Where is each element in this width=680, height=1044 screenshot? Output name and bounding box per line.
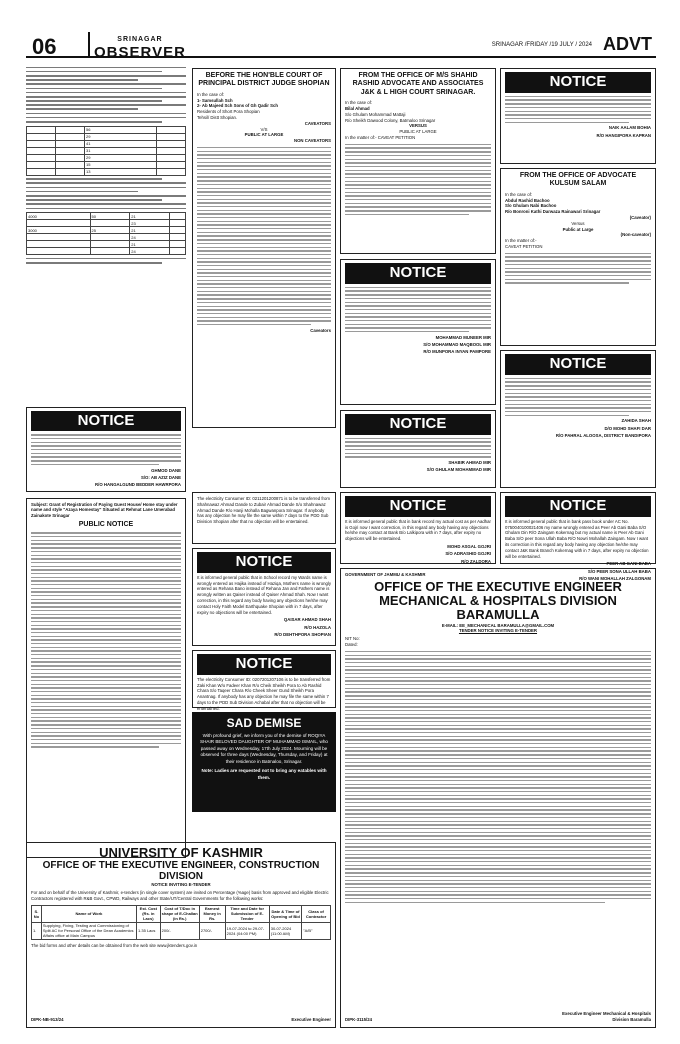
court-notice-shahid bbox=[340, 68, 496, 254]
court2-title: FROM THE OFFICE OF M/S SHAHID RASHID ADVOCATE AND ASSOCIATES J&K & L HIGH COURT SRINAGAR. bbox=[352, 72, 484, 96]
table-cell bbox=[90, 248, 130, 255]
notice-signature-1: ZAHIDA SHAH bbox=[621, 418, 651, 424]
baramulla-tender-title: TENDER NOTICE INVITING E-TENDER bbox=[458, 628, 538, 634]
notice-naik bbox=[500, 68, 656, 164]
table-cell bbox=[27, 154, 56, 161]
demise-note: Note: Ladies are requested not to bring any eatables with them. bbox=[201, 768, 327, 780]
table-row bbox=[27, 227, 186, 234]
court1-footer: Caveators bbox=[310, 327, 331, 333]
table-cell: 50 bbox=[90, 213, 130, 220]
table-cell bbox=[170, 248, 186, 255]
table-cell bbox=[27, 147, 56, 154]
table-cell: 13 bbox=[84, 168, 156, 175]
notice-title: NOTICE bbox=[505, 354, 651, 375]
table-cell: 31 bbox=[84, 147, 156, 154]
notice-peer-baba bbox=[500, 492, 656, 582]
kashmir-intro: For and on behalf of the University of Kashmir, e-tenders (in single cover system) are invited on Percentage (%age) basis from approved and eligible Electric Contractors registered with R&B Govt., CPWD, Railways and other State/UT/Central Governments for the following works: bbox=[31, 890, 329, 901]
court1-title: BEFORE THE HON'BLE COURT OF PRINCIPAL DISTRICT JUDGE SHOPIAN bbox=[198, 72, 330, 88]
table-cell bbox=[156, 140, 185, 147]
table-cell: 24 bbox=[130, 248, 170, 255]
notice-signature-1: NAIK AALAM BOHIA bbox=[608, 125, 651, 131]
notice-munir-mir bbox=[340, 259, 496, 405]
kashmir-title-3: NOTICE INVITING E-TENDER bbox=[151, 882, 211, 888]
table-row bbox=[27, 248, 186, 255]
table-cell: 4000 bbox=[27, 213, 91, 220]
notice-signature-2: R/O HAZOLA bbox=[304, 624, 331, 630]
baramulla-title: OFFICE OF THE EXECUTIVE ENGINEER MECHANICAL & HOSPITALS DIVISION BARAMULLA bbox=[374, 578, 622, 623]
kulsum-matter: In the matter of:- bbox=[505, 238, 537, 244]
table-header-cell: S. No bbox=[32, 905, 42, 922]
table-cell bbox=[170, 220, 186, 227]
table-cell: 24 bbox=[130, 234, 170, 241]
kashmir-dipk: DIPK-NB-913/24 bbox=[31, 1017, 64, 1023]
notice-title: NOTICE bbox=[505, 496, 651, 517]
notice-electricity-2 bbox=[192, 650, 336, 711]
table-header-cell: Time and Date for Submission of E-Tender bbox=[225, 905, 269, 922]
table-cell bbox=[27, 220, 91, 227]
kulsum-party-1: Abdul Rashid Bachoo bbox=[505, 197, 550, 203]
table-header-cell: Est. Cost (Rs. in Lacs) bbox=[137, 905, 161, 922]
notice-text: The electricity Consumer ID: 0211201200871 is to be transferred from Shahnawaz Ahmad Dande to Zubair Ahmad Dande S/o Shahnawaz Ahmad Dande R/o Hanji Mohalla Bagwanpora Srinagar. If anybody has any objection he may file the same within 7 days to the PDD Sub Division Shopian after that no objection will be entertained. bbox=[197, 496, 330, 525]
kashmir-title-2: OFFICE OF THE EXECUTIVE ENGINEER, CONSTRUCTION DIVISION bbox=[42, 860, 320, 883]
page-number: 06 bbox=[32, 34, 57, 59]
court2-versus: VERSUS bbox=[409, 123, 427, 129]
table-cell bbox=[90, 241, 130, 248]
kashmir-tender-table bbox=[31, 905, 331, 940]
kulsum-title: FROM THE OFFICE OF ADVOCATE KULSUM SALAM bbox=[519, 172, 637, 188]
issue-date: SRINAGAR /FRIDAY /19 JULY / 2024 bbox=[491, 42, 592, 48]
notice-title: NOTICE bbox=[31, 411, 181, 432]
section-label: ADVT bbox=[603, 34, 652, 54]
table-cell bbox=[27, 126, 56, 133]
table-row bbox=[27, 133, 186, 140]
table-cell: 19-07-2024 to 29-07-2024 (04:00 PM) bbox=[225, 922, 269, 939]
notice-signature-3: R/O WANI MOHALLAH ZALGONAM bbox=[579, 576, 651, 582]
notice-text: The electricity Consumer ID: 0207201207106 is to be transferred from Zaki Khan W/o Fadeer Khan R/o Cheik Sheikh Pora to Ab Rashid Chara S/o Taqeer Chara R/o Cheek Sheer Gund Sheikh Pora Anantnag. If anybody has any objection he may file the same within 7 days to the PDD Sub Division Achabal after that no objection will be entertained. bbox=[197, 676, 331, 711]
notice-gandai bbox=[26, 407, 186, 492]
notice-electricity-1 bbox=[192, 492, 336, 544]
demise-text: With profound grief, we inform you of the demise of ROQIYA SHAIR BELOVED DAUGHTER OF MUHAMMAD ISMAIL, who passed away on Wednesday, 17th July 2024. Mourning will be observed for three days (Wednesday, Thursday, and Friday) at their residence in Batmaloo, Srinagar. bbox=[200, 733, 328, 764]
table-row bbox=[27, 147, 186, 154]
table-cell bbox=[55, 154, 84, 161]
kulsum-party-3: R/o Bonroni Kathi Darwaza Rainawari Srinagar bbox=[505, 209, 601, 215]
baramulla-dipk: DIPK-3115/24 bbox=[345, 1017, 372, 1023]
reg-title: PUBLIC NOTICE bbox=[78, 521, 134, 528]
table-cell bbox=[55, 147, 84, 154]
table-cell bbox=[156, 154, 185, 161]
table-cell: 21 bbox=[130, 241, 170, 248]
logo-city: SRINAGAR bbox=[117, 36, 163, 43]
table-cell: Supplying, Fixing, Testing and Commissioning of Split AC for Personal Office of the Dean Academics Affairs office at Main Campus bbox=[41, 922, 136, 939]
court1-party-1: 1- Samsullah Sch bbox=[197, 97, 233, 103]
kashmir-title-1: UNIVERSITY OF KASHMIR bbox=[99, 845, 263, 860]
court2-party-3: R/o Sheikh Dawood Colony, Batmaloo Srinagar bbox=[345, 117, 436, 123]
table-cell: 23 bbox=[130, 220, 170, 227]
court-notice-shopian bbox=[192, 68, 336, 428]
table-cell bbox=[55, 133, 84, 140]
table-cell bbox=[27, 241, 91, 248]
kulsum-non-caveator: (Non-caveator) bbox=[620, 232, 651, 238]
notice-text: It is informed general public that in bank pass book under AC No. 0750040100021406 my name wrongly entered as Peer Ab Gani Baba S/O Ghulam Din R/O Zaingam Kokernag but my actual name is Peer Ab Gani Baba S/O peer Sona Ullah Baba R/O Nowri Mohallah Zaingam. Now I want its correction in this regard any body having any objection he/she may contact J&K Bank Branch Kokernag with in 7 days, after expiry no objection will be entertained. bbox=[505, 518, 649, 559]
table-cell bbox=[170, 241, 186, 248]
notice-signature-1: MOHD ASGAL GOJRI bbox=[447, 543, 491, 549]
notice-signature-1: GHMOD DANE bbox=[151, 467, 181, 473]
kulsum-public: Public at Large bbox=[562, 226, 594, 232]
table-cell bbox=[90, 234, 130, 241]
court1-party-3: Residents of Short Pora Shopian bbox=[197, 109, 260, 115]
baramulla-signature: Executive Engineer Mechanical & Hospitals Division Baramulla bbox=[562, 1011, 651, 1023]
table-cell: 41 bbox=[84, 140, 156, 147]
table-cell bbox=[55, 161, 84, 168]
table-cell: 21 bbox=[130, 213, 170, 220]
notice-signature-2: S/O PEER SONA ULLAH BABA bbox=[587, 568, 651, 574]
table-header-row bbox=[32, 905, 331, 922]
table-cell bbox=[27, 133, 56, 140]
baramulla-dated: Dated: bbox=[345, 642, 358, 648]
table-row bbox=[27, 154, 186, 161]
logo-title: OBSERVER bbox=[94, 43, 186, 61]
notice-signature-2: S/O MOHAMMAD MAQBOOL MIR bbox=[423, 342, 491, 348]
notice-title: NOTICE bbox=[345, 263, 491, 284]
table-cell: 3000 bbox=[27, 227, 91, 234]
table-cell: 29 bbox=[84, 154, 156, 161]
court1-non-caveators: NON CAVEATORS bbox=[293, 138, 331, 144]
table-cell bbox=[156, 168, 185, 175]
kulsum-caveator: (Caveator) bbox=[629, 214, 651, 220]
notice-signature-2: D/O MOHD SHAFI DAR bbox=[604, 425, 651, 431]
notice-signature-2: R/O HANGIPORA KAPRAN bbox=[596, 132, 651, 138]
kulsum-in-case: In the case of: bbox=[505, 191, 532, 197]
table-cell bbox=[27, 161, 56, 168]
table-row bbox=[27, 168, 186, 175]
notice-signature-3: R/O ZALDORA bbox=[461, 558, 491, 564]
notice-title: NOTICE bbox=[197, 654, 331, 675]
court1-public: PUBLIC AT LARGE bbox=[244, 132, 284, 138]
left-column bbox=[26, 64, 186, 858]
table-cell bbox=[156, 126, 185, 133]
reg-subject: Subject: Grant of Registration of Paying Guest House/ Home stay under name and style "Azaya Homestay" Situated at Rehmat Lane Umerabad Zainakote Srinagar bbox=[31, 501, 178, 519]
court1-vs: V/S bbox=[260, 126, 268, 132]
masthead bbox=[26, 30, 656, 61]
table-cell: 2700/- bbox=[199, 922, 225, 939]
table-cell bbox=[156, 133, 185, 140]
table-cell: 21 bbox=[130, 227, 170, 234]
court2-party-2: S/o Ghulam Mohammad Mattaji bbox=[345, 111, 406, 117]
court2-in-case: In the case of: bbox=[345, 100, 372, 106]
table-header-cell: Cost of T/Doc in shape of E-Challan (in Rs.) bbox=[161, 906, 198, 922]
court2-party-1: Bilal Ahmad bbox=[345, 105, 370, 111]
table-cell bbox=[156, 161, 185, 168]
court2-matter: In the matter of:- CAVEAT PETITION bbox=[345, 134, 416, 140]
newspaper-logo bbox=[94, 36, 186, 60]
notice-gojri bbox=[340, 492, 496, 564]
notice-shabir-mir bbox=[340, 410, 496, 488]
notice-text: It is informed general public that in bank record my actual cost as per Aadhar is Gojri now I want correction, in this regard any body having any objections he/she may contact at Bank B/o Lalkipora with in 7 days, after expiry no objections will be entertained. bbox=[345, 518, 491, 542]
table-cell: 1. bbox=[32, 922, 42, 939]
notice-title: NOTICE bbox=[505, 72, 651, 93]
notice-title: NOTICE bbox=[345, 414, 491, 435]
table-cell bbox=[156, 147, 185, 154]
baramulla-email: E-MAIL: EE_MECHANICAL BARAMULLA@GMAIL.COM bbox=[441, 622, 555, 628]
table-header-cell: Name of Work bbox=[41, 905, 136, 922]
notice-signature-2: S/O ADRASHID GOJRI bbox=[445, 551, 491, 557]
notice-zahida bbox=[500, 350, 656, 488]
tender-kashmir bbox=[26, 842, 336, 1028]
kulsum-petition: CAVEAT PETITION bbox=[505, 243, 543, 249]
sad-demise bbox=[192, 712, 336, 812]
table-row bbox=[27, 213, 186, 220]
baramulla-gov: GOVERNMENT OF JAMMU & KASHMIR bbox=[345, 572, 426, 577]
notice-signature-3: R/O MUNPORA INYAN PAMPORE bbox=[423, 349, 491, 355]
table-cell bbox=[27, 248, 91, 255]
notice-signature-2: S/O: AB AZIZ DANE bbox=[140, 474, 181, 480]
kulsum-versus: Versus bbox=[571, 220, 585, 226]
baramulla-nit: NIT No: bbox=[345, 636, 360, 642]
notice-signature-3: R/O PAHRAL ALOOSA, DISTRICT BANDIPORA bbox=[555, 433, 651, 439]
table-cell bbox=[170, 213, 186, 220]
notice-title: NOTICE bbox=[197, 552, 331, 573]
notice-school-record bbox=[192, 548, 336, 646]
tender-baramulla bbox=[340, 568, 656, 1028]
table-cell bbox=[170, 234, 186, 241]
notice-signature-2: S/O GHULAM MOHAMMAD MIR bbox=[426, 467, 491, 473]
masthead-divider bbox=[88, 32, 90, 56]
table-cell: 56 bbox=[84, 126, 156, 133]
court1-party-4: Tehsil/ Distt Shopian. bbox=[197, 114, 238, 120]
table-row bbox=[32, 922, 331, 939]
table-row bbox=[27, 234, 186, 241]
notice-signature-1: QAISAR AHMAD SHAH bbox=[283, 617, 331, 623]
notice-signature-3: R/O DEHTHPORA SHOPIAN bbox=[274, 632, 331, 638]
table-cell: 1.35 Lacs bbox=[137, 922, 161, 939]
table-cell bbox=[170, 227, 186, 234]
notice-signature-1: PEER AB GANI BABA bbox=[606, 561, 651, 567]
court1-in-case: In the case of: bbox=[197, 91, 224, 97]
table-cell: 25 bbox=[90, 227, 130, 234]
table-cell: 29 bbox=[84, 133, 156, 140]
table-row bbox=[27, 241, 186, 248]
table-header-cell: Class of Contractor bbox=[302, 905, 331, 922]
table-row bbox=[27, 140, 186, 147]
table-cell bbox=[55, 168, 84, 175]
table-cell: "A/B" bbox=[302, 922, 331, 939]
urdu-notice bbox=[26, 67, 186, 254]
court1-caveators: CAVEATORS bbox=[304, 120, 331, 126]
table-header-cell: Earnest Money in Rs. bbox=[199, 905, 225, 922]
table-cell bbox=[27, 234, 91, 241]
kulsum-party-2: S/o Ghulam Nabi Bachoo bbox=[505, 203, 557, 209]
table-row bbox=[27, 126, 186, 133]
court2-public: PUBLIC AT LARGE bbox=[399, 129, 437, 135]
notice-signature-1: SHABIR AHMAD MIR bbox=[448, 459, 491, 465]
urdu-table-1 bbox=[26, 126, 186, 176]
table-cell bbox=[90, 220, 130, 227]
table-cell bbox=[55, 126, 84, 133]
table-header-cell: Date & Time of Opening of Bid bbox=[269, 905, 301, 922]
notice-title: NOTICE bbox=[345, 496, 491, 517]
table-row bbox=[27, 161, 186, 168]
table-cell: 30-07-2024 (11:00 AM) bbox=[269, 922, 301, 939]
notice-signature-1: MOHAMMAD MUNEER MIR bbox=[435, 334, 491, 340]
kashmir-signature: Executive Engineer bbox=[291, 1017, 331, 1023]
notice-signature-3: R/O HANGALGUND BEDDER HAWRPORA bbox=[95, 482, 181, 488]
notice-kulsum-salam bbox=[500, 168, 656, 346]
demise-title: SAD DEMISE bbox=[226, 716, 302, 730]
table-row bbox=[27, 220, 186, 227]
table-cell: 15 bbox=[84, 161, 156, 168]
table-cell: 200/- bbox=[160, 922, 199, 939]
table-cell bbox=[27, 140, 56, 147]
table-cell bbox=[55, 140, 84, 147]
notice-text: It is informed general public that in School record my Wards name is wrongly entered as Hajika instead of Haziqa, Mothers name is wrongly entered as Rehana Bano instead of Rehana Jan and Fathers name is wrongly written as Qaiser instead of Qaiser Ahmad Shah. Now I want correction, in this regard any body having any objections he/she may contact Holy Faith Model Earthquake Shopian with in 7 days, after expiry no objections will be entertained. bbox=[197, 574, 331, 615]
urdu-table-2 bbox=[26, 212, 186, 255]
kashmir-footer: The bid forms and other details can be obtained from the web site www.jktenders.gov.in bbox=[31, 942, 198, 948]
court1-party-2: 2- Ab Majeed Sch Sons of Gh Qadir Sch bbox=[197, 103, 279, 109]
table-cell bbox=[27, 168, 56, 175]
public-notice-homestay bbox=[26, 498, 186, 858]
